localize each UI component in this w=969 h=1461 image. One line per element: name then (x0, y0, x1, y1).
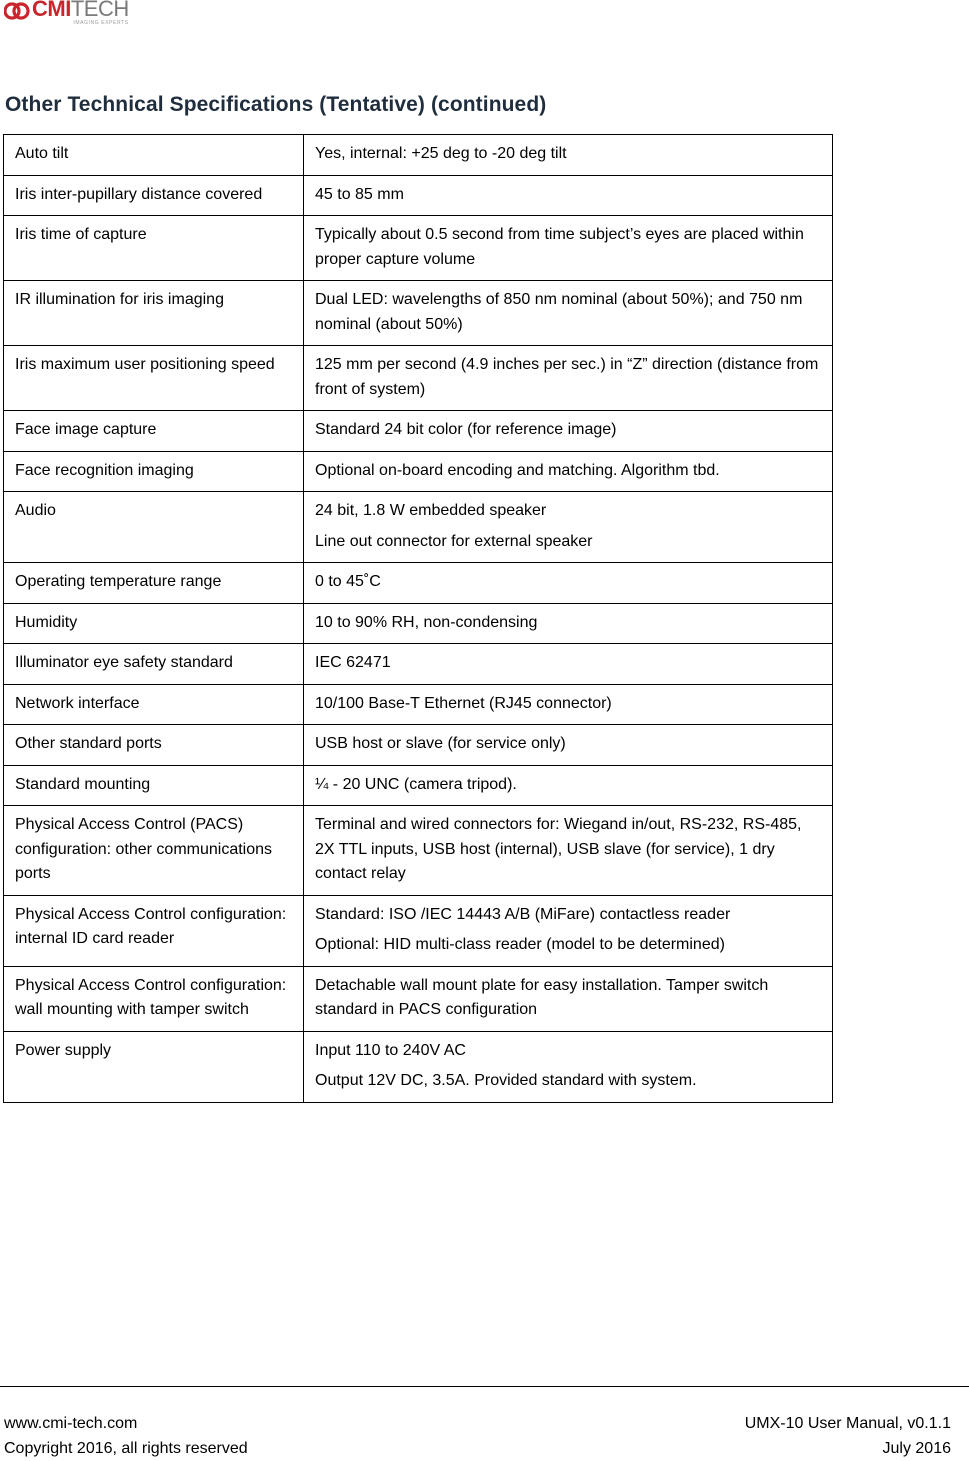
table-row (4, 603, 833, 644)
logo-word-cmi: CMI (32, 0, 71, 21)
spec-label: Standard mounting (4, 765, 304, 806)
spec-value (304, 135, 833, 176)
spec-label: Humidity (4, 603, 304, 644)
footer-divider (0, 1386, 969, 1387)
table-row (4, 895, 833, 966)
spec-value-line: Input 110 to 240V AC (315, 1041, 466, 1059)
spec-value-line: Optional on-board encoding and matching. Algorithm tbd. (315, 461, 720, 479)
specifications-table (3, 134, 833, 1103)
table-row (4, 644, 833, 685)
spec-value-line: Dual LED: wavelengths of 850 nm nominal (about 50%); and 750 nm nominal (about 50%) (315, 291, 803, 333)
footer-website: www.cmi-tech.com (4, 1415, 138, 1432)
spec-label: Face recognition imaging (4, 451, 304, 492)
spec-value-line: USB host or slave (for service only) (315, 735, 566, 752)
table-row (4, 492, 833, 563)
spec-value-line: 0 to 45˚C (315, 573, 381, 590)
spec-value (304, 644, 833, 685)
spec-value-line: 45 to 85 mm (315, 185, 404, 203)
spec-value-line: Yes, internal: +25 deg to -20 deg tilt (315, 145, 567, 162)
spec-label: Power supply (4, 1031, 304, 1102)
spec-label: Iris inter-pupillary distance covered (4, 175, 304, 216)
spec-value-line: Output 12V DC, 3.5A. Provided standard with system. (315, 1072, 697, 1089)
logo-mark-icon (4, 0, 30, 22)
footer-right (745, 1411, 951, 1461)
spec-value-line: 10/100 Base-T Ethernet (RJ45 connector) (315, 694, 612, 712)
spec-label: Iris time of capture (4, 216, 304, 281)
spec-label: Audio (4, 492, 304, 563)
spec-value (304, 411, 833, 452)
table-row (4, 725, 833, 766)
spec-value-line: IEC 62471 (315, 654, 391, 671)
table-row (4, 281, 833, 346)
logo-tagline: IMAGING EXPERTS (73, 20, 129, 26)
spec-label: Operating temperature range (4, 563, 304, 604)
spec-value-line: Standard: ISO /IEC 14443 A/B (MiFare) contactless reader (315, 905, 731, 923)
table-row (4, 806, 833, 896)
spec-value (304, 1031, 833, 1102)
spec-value (304, 216, 833, 281)
spec-value (304, 492, 833, 563)
page-title: Other Technical Specifications (Tentative) (continued) (5, 93, 547, 116)
spec-label: IR illumination for iris imaging (4, 281, 304, 346)
table-row (4, 765, 833, 806)
spec-value (304, 895, 833, 966)
spec-value-line: Terminal and wired connectors for: Wiegand in/out, RS-232, RS-485, 2X TTL inputs, USB host (internal), USB slave (for service), 1 dry contact relay (315, 816, 802, 882)
spec-value-line: 24 bit, 1.8 W embedded speaker (315, 502, 547, 519)
table-row (4, 216, 833, 281)
spec-value (304, 175, 833, 216)
spec-value-line: Line out connector for external speaker (315, 532, 593, 550)
table-row (4, 175, 833, 216)
spec-label: Illuminator eye safety standard (4, 644, 304, 685)
spec-value-line: 10 to 90% RH, non-condensing (315, 613, 538, 631)
footer-document-name: UMX-10 User Manual, v0.1.1 (744, 1415, 951, 1432)
table-row (4, 451, 833, 492)
logo-wordmark (32, 0, 129, 20)
spec-label: Physical Access Control configuration: wall mounting with tamper switch (4, 966, 304, 1031)
spec-value-line: Typically about 0.5 second from time subject’s eyes are placed within proper capture volume (315, 226, 804, 268)
spec-label: Network interface (4, 684, 304, 725)
table-row (4, 966, 833, 1031)
spec-value-line: 125 mm per second (4.9 inches per sec.) in “Z” direction (distance from front of system) (315, 356, 819, 398)
footer-left (4, 1411, 248, 1461)
logo-text (32, 0, 129, 26)
spec-label: Other standard ports (4, 725, 304, 766)
spec-value (304, 451, 833, 492)
spec-label: Face image capture (4, 411, 304, 452)
specifications-table-body (4, 135, 833, 1103)
table-row (4, 1031, 833, 1102)
table-row (4, 563, 833, 604)
spec-value-line: Standard 24 bit color (for reference image) (315, 421, 617, 438)
table-row (4, 135, 833, 176)
footer-copyright: Copyright 2016, all rights reserved (4, 1440, 248, 1457)
spec-label: Auto tilt (4, 135, 304, 176)
spec-value (304, 966, 833, 1031)
spec-value-line: Optional: HID multi-class reader (model to be determined) (315, 936, 725, 953)
spec-value (304, 684, 833, 725)
table-row (4, 346, 833, 411)
table-row (4, 684, 833, 725)
company-logo (4, 0, 129, 28)
spec-value (304, 563, 833, 604)
spec-value (304, 603, 833, 644)
logo-word-tech: TECH (70, 0, 129, 21)
footer-date: July 2016 (882, 1440, 951, 1457)
table-row (4, 411, 833, 452)
spec-value (304, 765, 833, 806)
spec-value-line: ¼ - 20 UNC (camera tripod). (315, 775, 517, 793)
spec-value (304, 346, 833, 411)
spec-label: Physical Access Control configuration: internal ID card reader (4, 895, 304, 966)
spec-value (304, 725, 833, 766)
spec-label: Iris maximum user positioning speed (4, 346, 304, 411)
spec-value (304, 281, 833, 346)
spec-label: Physical Access Control (PACS) configuration: other communications ports (4, 806, 304, 896)
spec-value (304, 806, 833, 896)
spec-value-line: Detachable wall mount plate for easy installation. Tamper switch standard in PACS configuration (315, 976, 769, 1018)
